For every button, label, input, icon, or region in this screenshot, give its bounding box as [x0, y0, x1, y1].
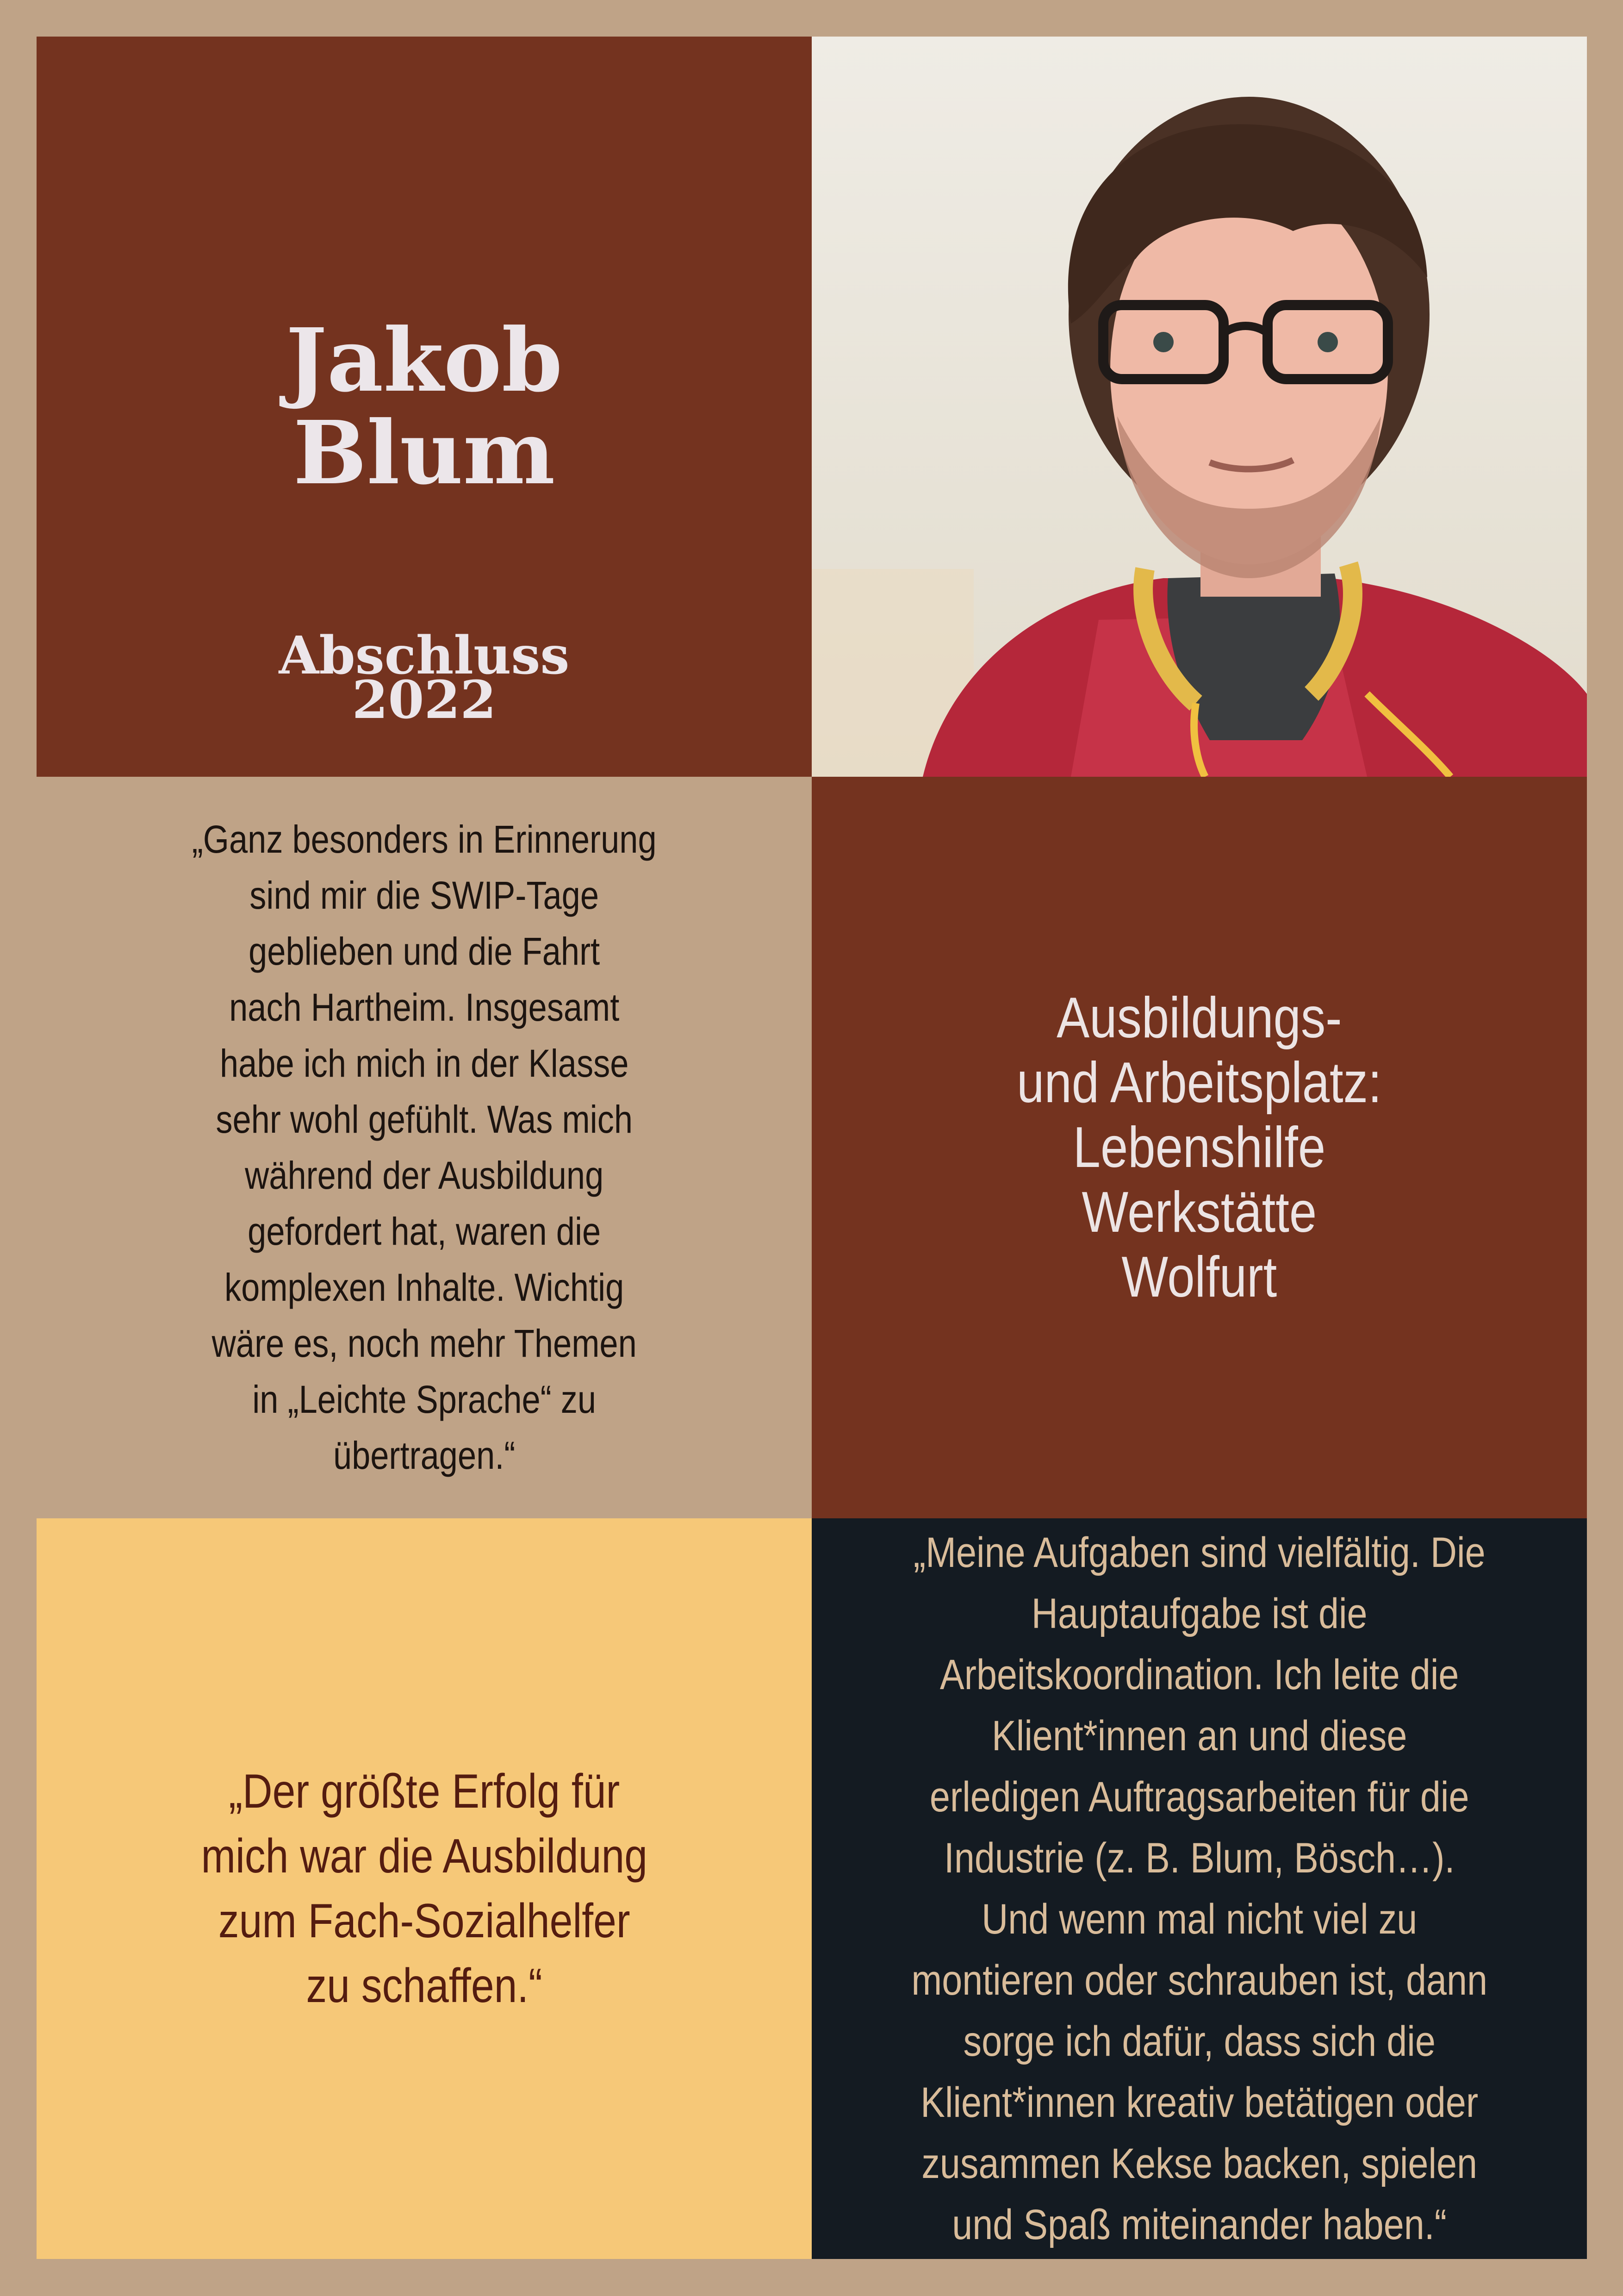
- workplace-text: Ausbildungs- und Arbeitsplatz: Lebenshilfe Werkstätte Wolfurt: [1017, 986, 1382, 1309]
- quote-tasks-panel: [812, 1518, 1587, 2259]
- portrait-illustration: [812, 37, 1587, 777]
- workplace-panel: [812, 777, 1587, 1518]
- quote-memories: „Ganz besonders in Erinnerung sind mir die SWIP-Tage geblieben und die Fahrt nach Hartheim. Insgesamt habe ich mich in der Klasse sehr wohl gefühlt. Was mich während der Ausbildung gefordert hat, waren die komplexen Inhalte. Wichtig wäre es, noch mehr Themen in „Leichte Sprache“ zu übertragen.“: [192, 817, 657, 1477]
- graduation-year: Abschluss 2022: [279, 625, 570, 730]
- portrait-photo: [812, 37, 1587, 777]
- person-name: Jakob Blum: [286, 309, 563, 504]
- quote-tasks: „Meine Aufgaben sind vielfältig. Die Hauptaufgabe ist die Arbeitskoordination. Ich leite die Klient*innen an und diese erledigen Auftragsarbeiten für die Industrie (z. B. Blum, Bösch…). Und wenn mal nicht viel zu montieren oder schrauben ist, dann sorge ich dafür, dass sich die Klient*innen kreativ betätigen oder zusammen Kekse backen, spielen und Spaß miteinander haben.“: [911, 1529, 1487, 2248]
- quote-success: „Der größte Erfolg für mich war die Ausbildung zum Fach-Sozialhelfer zu schaffen.“: [201, 1765, 647, 2013]
- name-panel: [37, 37, 812, 777]
- quote-memories-panel: [37, 777, 812, 1518]
- quote-success-panel: [37, 1518, 812, 2259]
